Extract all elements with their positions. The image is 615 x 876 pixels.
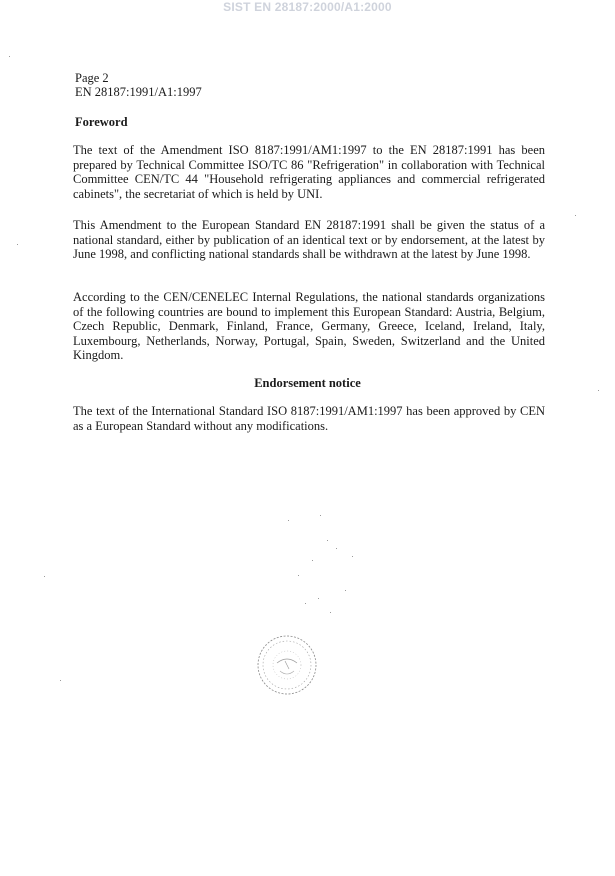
endorsement-paragraph: The text of the International Standard ISO 8187:1991/AM1:1997 has been approved by CEN as a European Standard without any modifications. — [73, 404, 545, 433]
foreword-paragraph-2: This Amendment to the European Standard EN 28187:1991 shall be given the status of a national standard, either by publication of an identical text or by endorsement, at the latest by June 1998, and conflicting national standards shall be withdrawn at the latest by June 1998. — [73, 218, 545, 262]
stamp-seal-icon — [255, 633, 319, 697]
page-number: Page 2 — [75, 71, 109, 85]
foreword-heading: Foreword — [75, 115, 128, 129]
document-watermark: SIST EN 28187:2000/A1:2000 — [223, 0, 392, 14]
document-reference: EN 28187:1991/A1:1997 — [75, 85, 202, 99]
endorsement-heading: Endorsement notice — [254, 376, 361, 390]
foreword-paragraph-3: According to the CEN/CENELEC Internal Regulations, the national standards organizations of the following countries are bound to implement this European Standard: Austria, Belgium, Czech Republic, Denmark, Finland, France, Germany, Greece, Iceland, Ireland, Italy, Luxembourg, Netherlands, Norway, Portugal, Spain, Sweden, Switzerland and the United Kingdom. — [73, 290, 545, 363]
foreword-paragraph-1: The text of the Amendment ISO 8187:1991/AM1:1997 to the EN 28187:1991 has been prepared by Technical Committee ISO/TC 86 "Refrigeration" in collaboration with Technical Committee CEN/TC 44 "Household refrigerating appliances and commercial refrigerated cabinets", the secretariat of which is held by UNI. — [73, 143, 545, 201]
